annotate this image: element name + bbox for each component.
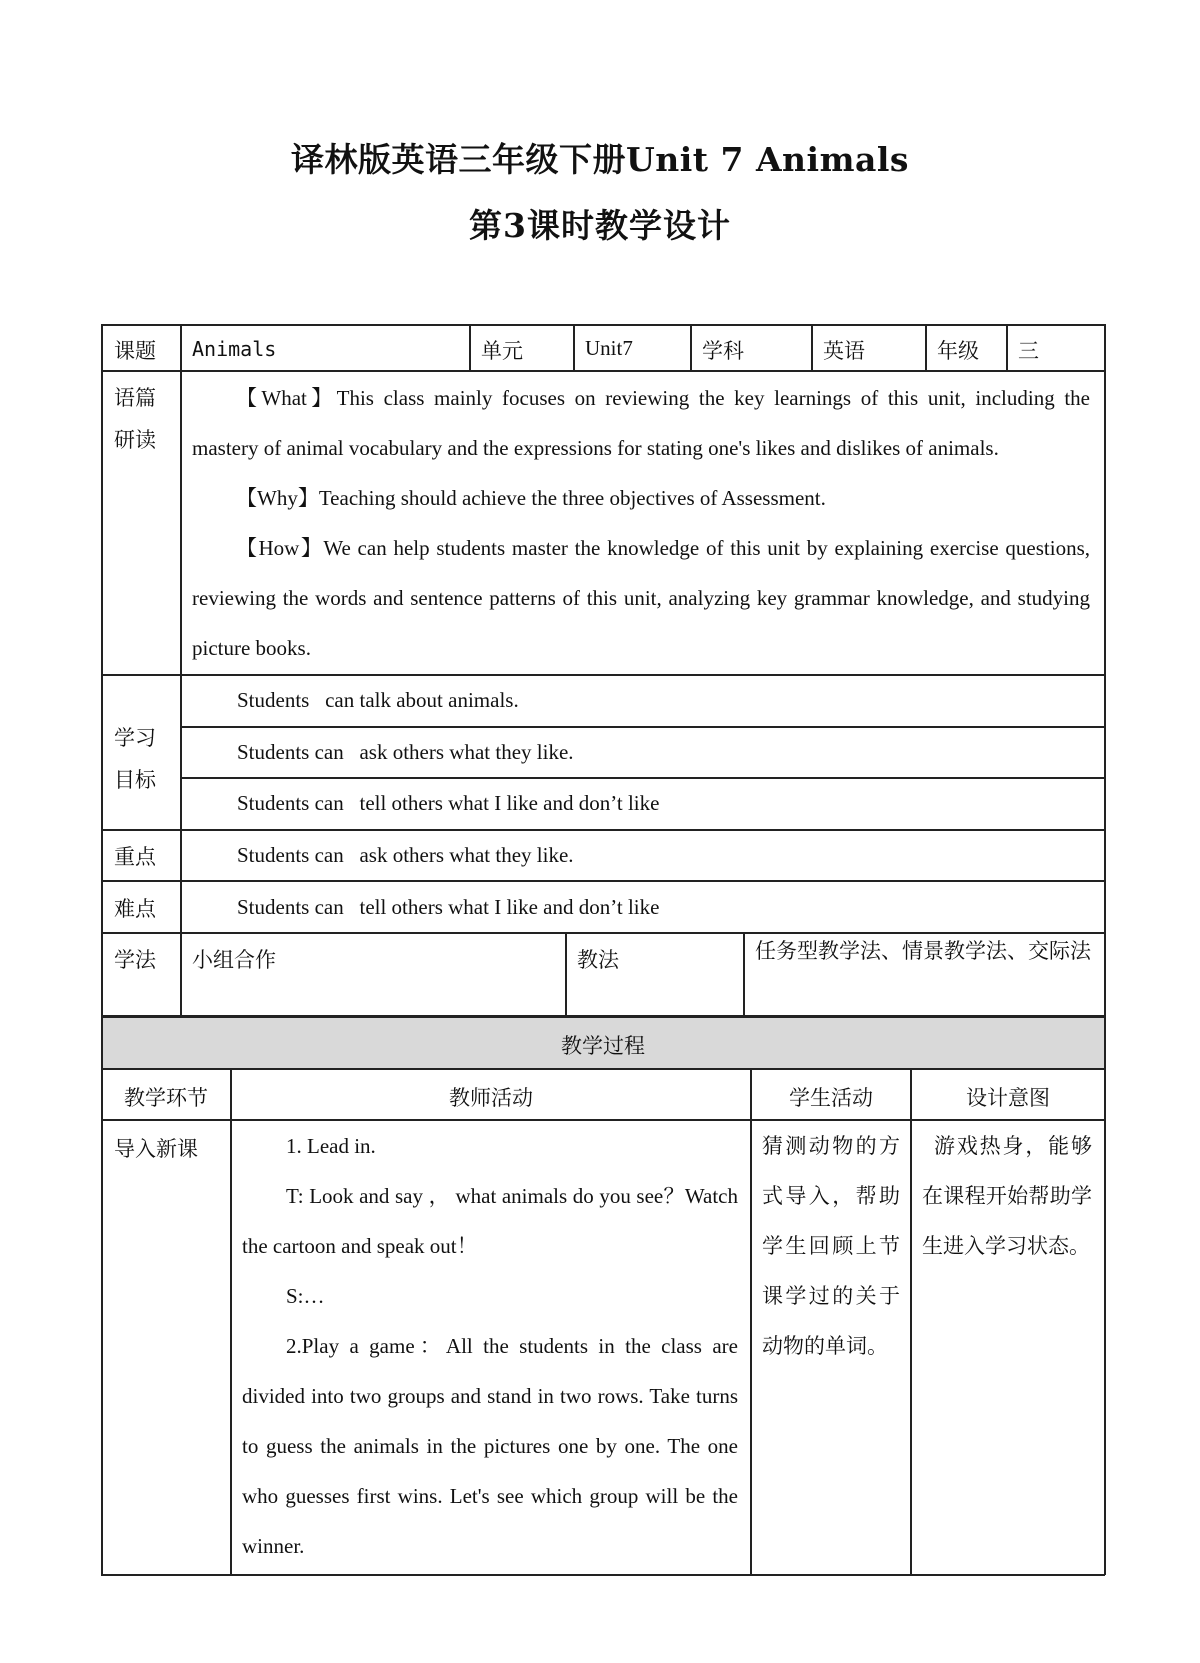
divider bbox=[925, 324, 927, 371]
table-left-border bbox=[101, 324, 103, 1575]
divider bbox=[743, 932, 745, 1016]
teacher-activity-line: T: Look and say ， what animals do you see？Watch the cartoon and speak out！ bbox=[242, 1184, 738, 1258]
divider bbox=[565, 932, 567, 1016]
design-intent-cell: 游戏热身，能够在课程开始帮助学生进入学习状态。 bbox=[922, 1134, 1092, 1258]
divider bbox=[573, 324, 575, 371]
table-bottom-border bbox=[101, 1574, 1105, 1576]
divider bbox=[101, 674, 1105, 676]
subject-value: 英语 bbox=[823, 339, 865, 363]
student-activity-cell: 猜测动物的方式导入，帮助学生回顾上节课学过的关于动物的单词。 bbox=[762, 1134, 900, 1358]
divider bbox=[1006, 324, 1008, 371]
document-title: 译林版英语三年级下册Unit 7 Animals bbox=[290, 140, 910, 179]
grade-value: 三 bbox=[1018, 339, 1039, 363]
objective-item: Students can ask others what they like. bbox=[237, 740, 574, 764]
divider bbox=[811, 324, 813, 371]
topic-label: 课题 bbox=[114, 339, 156, 363]
topic-value: Animals bbox=[192, 337, 277, 361]
divider bbox=[690, 324, 692, 371]
column-header-stage: 教学环节 bbox=[124, 1086, 208, 1110]
difficulty-value: Students can tell others what I like and don’t like bbox=[237, 895, 660, 919]
key-point-label: 重点 bbox=[114, 845, 156, 869]
teacher-activity-line: S:… bbox=[286, 1284, 325, 1308]
teaching-method-value: 任务型教学法、情景教学法、交际法 bbox=[755, 939, 1091, 963]
divider bbox=[181, 777, 1105, 779]
divider bbox=[101, 370, 1105, 372]
divider bbox=[101, 1068, 1105, 1070]
reading-what: 【What】This class mainly focuses on reviewing the key learnings of this unit, including the mastery of animal vocabulary and the expressions for stating one's likes and dislikes of animals. bbox=[192, 386, 1090, 460]
unit-label: 单元 bbox=[481, 339, 523, 363]
divider bbox=[181, 726, 1105, 728]
grade-label: 年级 bbox=[937, 339, 979, 363]
teaching-method-label: 教法 bbox=[577, 948, 619, 972]
reading-why: 【Why】Teaching should achieve the three objectives of Assessment. bbox=[236, 486, 826, 510]
column-header-teacher: 教师活动 bbox=[449, 1086, 533, 1110]
objectives-label-2: 目标 bbox=[114, 768, 156, 792]
objective-item: Students can tell others what I like and don’t like bbox=[237, 791, 660, 815]
objective-item: Students can talk about animals. bbox=[237, 688, 519, 712]
column-header-student: 学生活动 bbox=[789, 1086, 873, 1110]
divider bbox=[750, 1068, 752, 1575]
teacher-activity-line: 1. Lead in. bbox=[286, 1134, 376, 1158]
teacher-activity-line: 2.Play a game：All the students in the class are divided into two groups and stand in two rows. Take turns to guess the animals in the pictures one by one. The one who guesses first wins. Let's see which group will be the winner. bbox=[242, 1334, 738, 1558]
learning-method-label: 学法 bbox=[114, 948, 156, 972]
table-right-border bbox=[1104, 324, 1106, 1575]
column-header-intent: 设计意图 bbox=[966, 1086, 1050, 1110]
reading-label-1: 语篇 bbox=[114, 386, 156, 410]
reading-how: 【How】We can help students master the knowledge of this unit by explaining exercise questions, reviewing the words and sentence patterns of this unit, analyzing key grammar knowledge, and studying picture books. bbox=[192, 536, 1090, 660]
difficulty-label: 难点 bbox=[114, 897, 156, 921]
divider bbox=[101, 1015, 1105, 1018]
unit-value: Unit7 bbox=[585, 336, 633, 360]
divider bbox=[180, 324, 182, 1016]
divider bbox=[101, 829, 1105, 831]
process-header: 教学过程 bbox=[561, 1034, 645, 1058]
divider bbox=[101, 880, 1105, 882]
divider bbox=[230, 1068, 232, 1575]
objectives-label-1: 学习 bbox=[114, 726, 156, 750]
learning-method-value: 小组合作 bbox=[192, 948, 276, 972]
subject-label: 学科 bbox=[702, 339, 744, 363]
table-top-border bbox=[101, 324, 1105, 326]
divider bbox=[469, 324, 471, 371]
divider bbox=[910, 1068, 912, 1575]
key-point-value: Students can ask others what they like. bbox=[237, 843, 574, 867]
stage-cell: 导入新课 bbox=[114, 1137, 198, 1161]
document-subtitle: 第3课时教学设计 bbox=[469, 206, 731, 245]
reading-label-2: 研读 bbox=[114, 428, 156, 452]
